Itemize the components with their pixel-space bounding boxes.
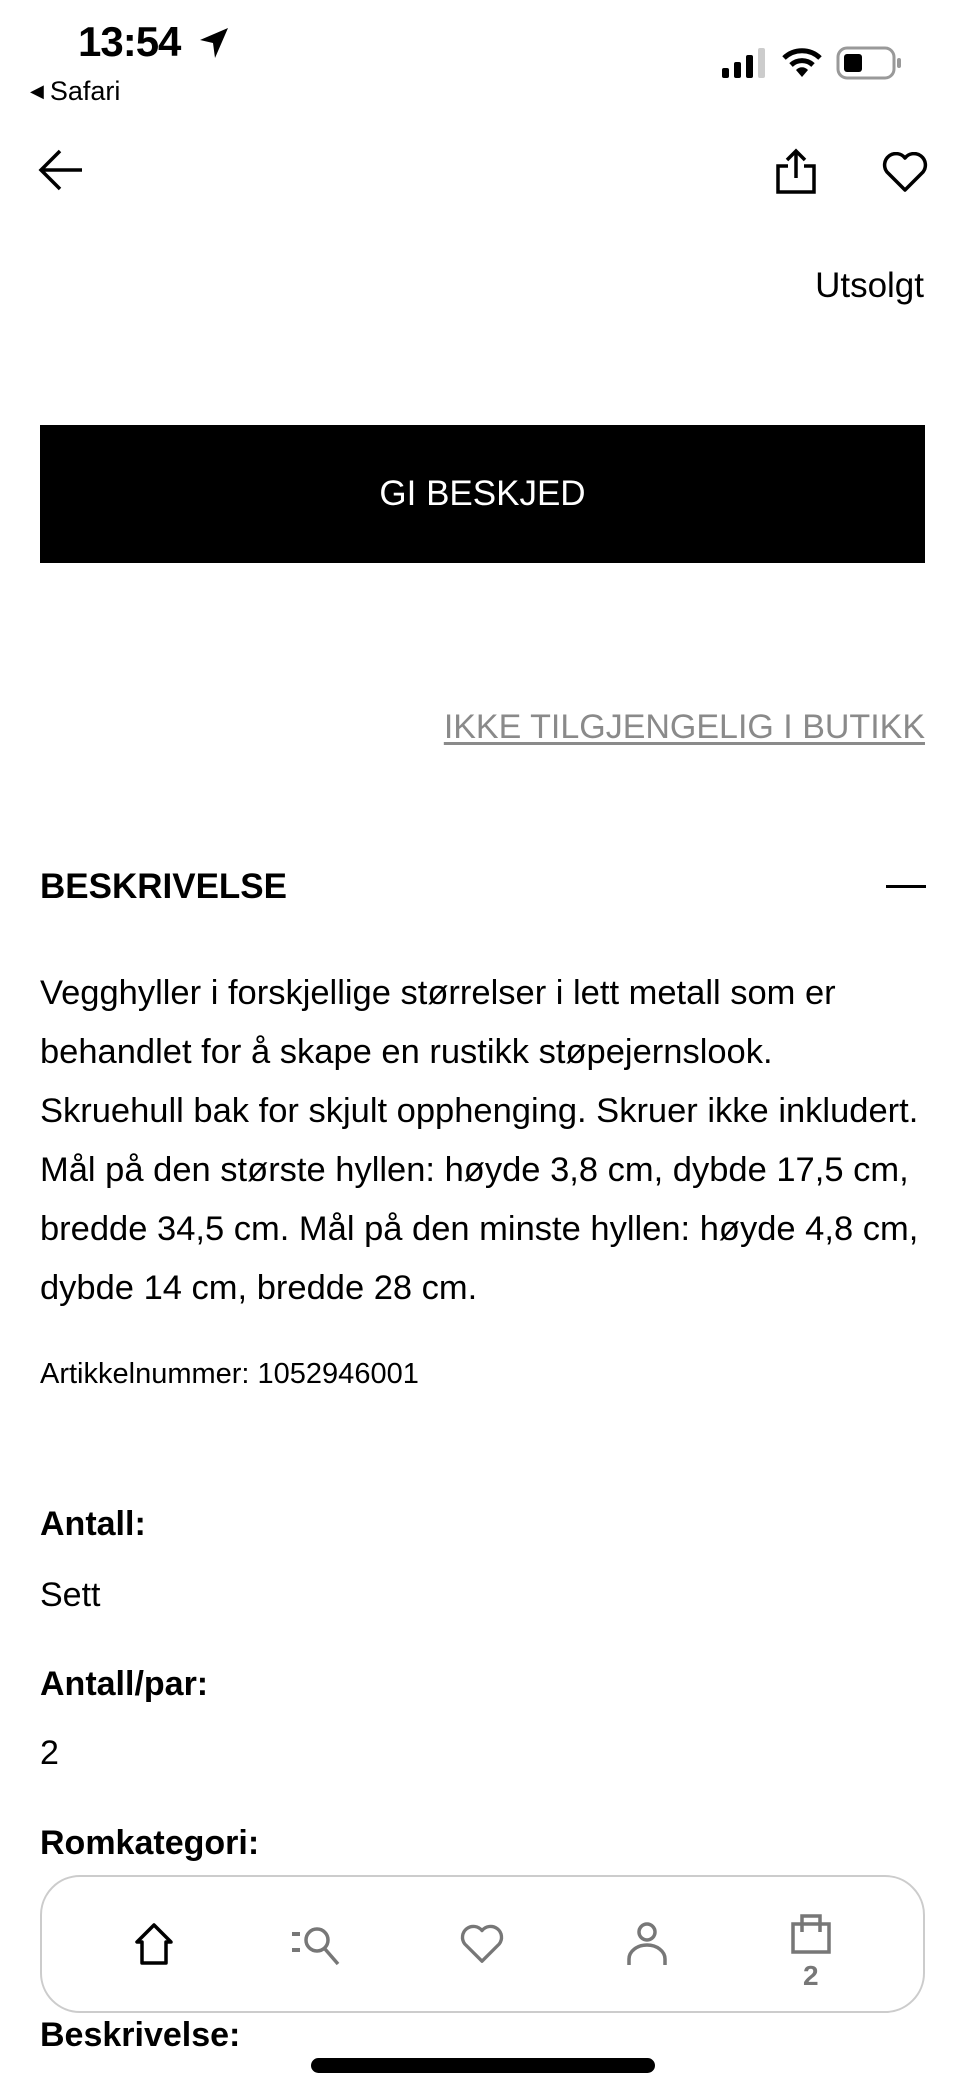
back-to-safari[interactable] xyxy=(30,76,120,107)
home-icon xyxy=(133,1922,175,1966)
description-heading[interactable]: BESKRIVELSE xyxy=(40,867,287,906)
article-number: Artikkelnummer: 1052946001 xyxy=(40,1358,419,1390)
account-icon xyxy=(625,1921,669,1967)
wifi-icon xyxy=(782,48,822,78)
bag-icon xyxy=(790,1912,832,1954)
cart-count-badge: 2 xyxy=(803,1960,819,1991)
wishlist-heart-icon[interactable] xyxy=(882,152,928,192)
nav-favorites[interactable] xyxy=(442,1894,522,1994)
attribute-label: Romkategori: xyxy=(40,1824,260,1862)
status-time: 13:54 xyxy=(78,18,181,65)
attribute-value: 2 xyxy=(40,1734,59,1772)
home-indicator xyxy=(311,2058,655,2073)
nav-cart[interactable] xyxy=(771,1894,851,1994)
store-availability-link[interactable]: IKKE TILGJENGELIG I BUTIKK xyxy=(443,708,925,746)
battery-icon xyxy=(836,46,902,80)
description-text: Vegghyller i forskjellige størrelser i lett metall som er behandlet for å skape en rustikk støpejernslook. Skruehull bak for skjult opphenging. Skruer ikke inkludert. Mål på den største hyllen: høyde 3,8 cm, dybde 17,5 cm, bredde 34,5 cm. Mål på den minste hyllen: høyde 4,8 cm, dybde 14 cm, bredde 28 cm. xyxy=(40,974,919,1307)
attribute-label: Beskrivelse: xyxy=(40,2016,241,2054)
nav-home[interactable] xyxy=(114,1894,194,1994)
attribute-label: Antall/par: xyxy=(40,1665,209,1703)
notify-button[interactable]: GI BESKJED xyxy=(40,425,925,563)
share-icon[interactable] xyxy=(774,148,818,194)
nav-search[interactable] xyxy=(278,1894,358,1994)
back-arrow-icon[interactable] xyxy=(38,148,84,192)
back-app-label: Safari xyxy=(49,76,121,106)
nav-account[interactable] xyxy=(607,1894,687,1994)
location-arrow-icon xyxy=(198,26,230,60)
attribute-value: Sett xyxy=(40,1576,101,1614)
attribute-label: Antall: xyxy=(40,1505,146,1543)
signal-icon xyxy=(722,48,768,78)
heart-icon xyxy=(460,1924,504,1964)
search-icon xyxy=(290,1922,346,1966)
bottom-nav xyxy=(40,1875,925,2013)
availability-status: Utsolgt xyxy=(815,266,924,305)
back-triangle-icon: ◀ xyxy=(30,81,44,101)
status-icons xyxy=(722,46,902,80)
collapse-minus-icon[interactable] xyxy=(886,885,926,888)
